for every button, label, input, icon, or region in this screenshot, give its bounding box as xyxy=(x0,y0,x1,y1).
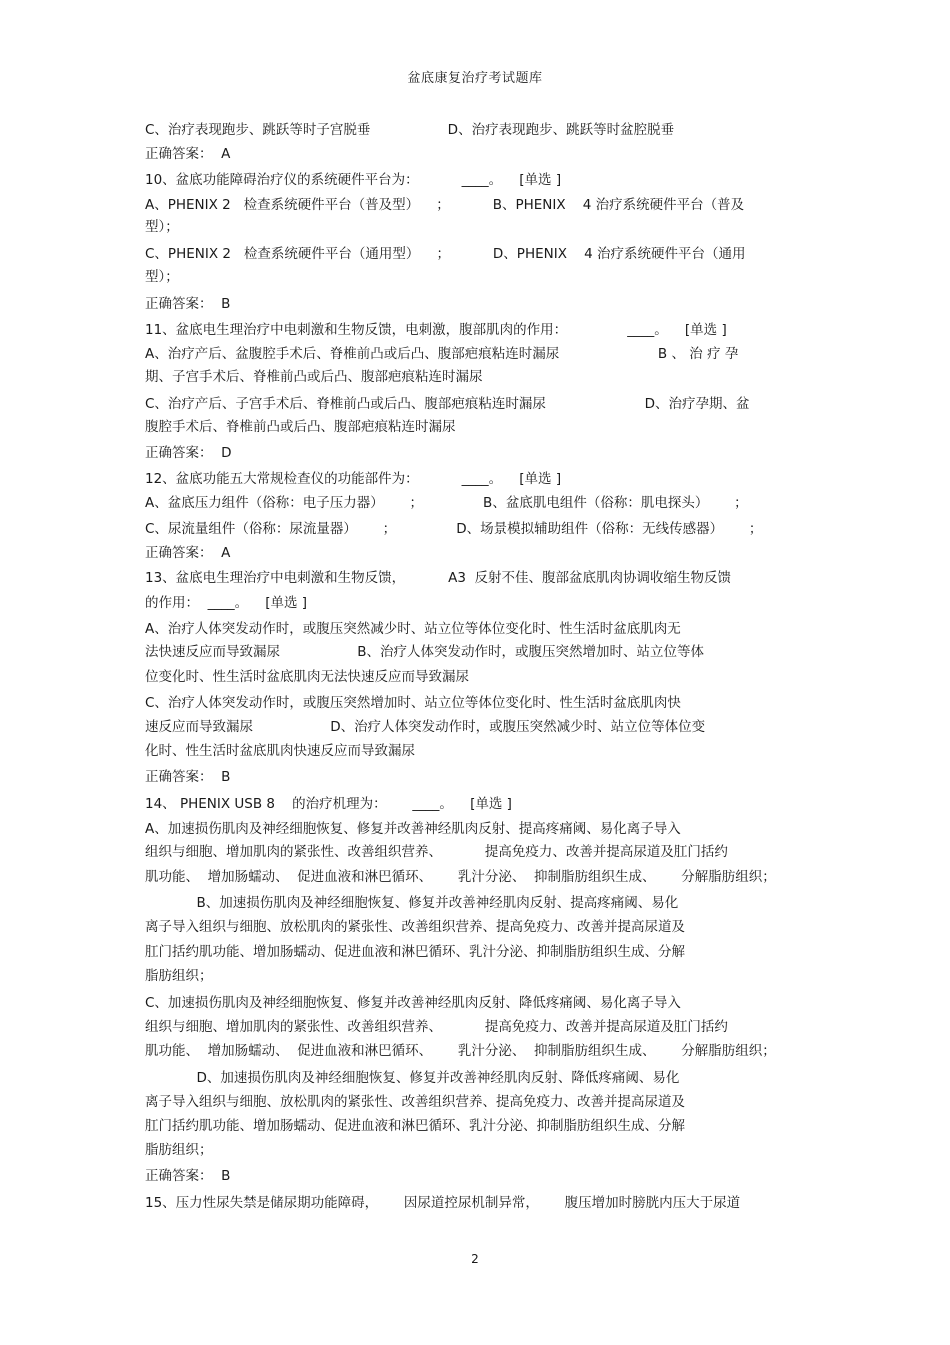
text-line: 型）； xyxy=(145,219,179,235)
text-line: 期、子宫手术后、脊椎前凸或后凸、腹部疤痕粘连时漏尿 xyxy=(145,369,483,385)
question-line: 10、盆底功能障碍治疗仪的系统硬件平台为： ____。 [单选 ] xyxy=(145,172,562,188)
text-line: 肌功能、 增加肠蠕动、 促进血液和淋巴循环、 乳汁分泌、 抑制脂肪组织生成、 分解脂肪组织； xyxy=(145,869,776,885)
option-line: C、治疗人体突发动作时，或腹压突然增加时、站立位等体位变化时、性生活时盆底肌肉快 xyxy=(145,695,681,711)
question-line: 11、盆底电生理治疗中电刺激和生物反馈，电刺激，腹部肌肉的作用： ____。 [单选 ] xyxy=(145,322,727,338)
option-line: C、加速损伤肌肉及神经细胞恢复、修复并改善神经肌肉反射、降低疼痛阈、易化离子导入 xyxy=(145,995,681,1011)
page-number: 2 xyxy=(471,1252,479,1266)
question-line: 12、盆底功能五大常规检查仪的功能部件为： ____。 [单选 ] xyxy=(145,471,562,487)
question-line: 13、盆底电生理治疗中电刺激和生物反馈， A3 反射不佳、腹部盆底肌肉协调收缩生物反馈 xyxy=(145,570,731,586)
option-line: B、加速损伤肌肉及神经细胞恢复、修复并改善神经肌肉反射、提高疼痛阈、易化 xyxy=(145,895,679,911)
question-line: 14、 PHENIX USB 8 的治疗机理为： ____。 [单选 ] xyxy=(145,796,512,812)
text-line: C、治疗表现跑步、跳跃等时子宫脱垂 D、治疗表现跑步、跳跃等时盆腔脱垂 xyxy=(145,122,675,138)
option-line: 速反应而导致漏尿 D、治疗人体突发动作时，或腹压突然减少时、站立位等体位变 xyxy=(145,719,706,735)
text-line: 离子导入组织与细胞、放松肌肉的紧张性、改善组织营养、提高免疫力、改善并提高尿道及 xyxy=(145,1094,685,1110)
text-line: 脂肪组织； xyxy=(145,968,213,984)
text-line: 腹腔手术后、脊椎前凸或后凸、腹部疤痕粘连时漏尿 xyxy=(145,419,456,435)
option-line: C、尿流量组件（俗称：尿流量器） ； D、场景模拟辅助组件（俗称：无线传感器） ； xyxy=(145,521,763,537)
option-line: D、加速损伤肌肉及神经细胞恢复、修复并改善神经肌肉反射、降低疼痛阈、易化 xyxy=(145,1070,680,1086)
page-header-title: 盆底康复治疗考试题库 xyxy=(407,71,543,86)
option-line: C、PHENIX 2 检查系统硬件平台（通用型） ； D、PHENIX 4 治疗系统硬件平台（通用 xyxy=(145,246,746,262)
answer-line: 正确答案： A xyxy=(145,545,231,561)
question-line: 15、压力性尿失禁是储尿期功能障碍， 因尿道控尿机制异常， 腹压增加时膀胱内压大于尿道 xyxy=(145,1195,741,1211)
text-line: 型）； xyxy=(145,269,179,285)
option-line: A、盆底压力组件（俗称：电子压力器） ； B、盆底肌电组件（俗称：肌电探头） ； xyxy=(145,495,748,511)
text-line: 组织与细胞、增加肌肉的紧张性、改善组织营养、 提高免疫力、改善并提高尿道及肛门括约 xyxy=(145,844,728,860)
answer-line: 正确答案： B xyxy=(145,1168,231,1184)
text-line: 位变化时、性生活时盆底肌肉无法快速反应而导致漏尿 xyxy=(145,669,469,685)
text-line: 脂肪组织； xyxy=(145,1142,213,1158)
option-line: A、治疗产后、盆腹腔手术后、脊椎前凸或后凸、腹部疤痕粘连时漏尿 B 、 治 疗 孕 xyxy=(145,346,739,362)
answer-line: 正确答案： D xyxy=(145,445,232,461)
text-line: 肛门括约肌功能、增加肠蠕动、促进血液和淋巴循环、乳汁分泌、抑制脂肪组织生成、分解 xyxy=(145,1118,685,1134)
answer-line: 正确答案： B xyxy=(145,296,231,312)
question-line: 的作用： ____。 [单选 ] xyxy=(145,595,308,611)
text-line: 肛门括约肌功能、增加肠蠕动、促进血液和淋巴循环、乳汁分泌、抑制脂肪组织生成、分解 xyxy=(145,944,685,960)
option-line: 法快速反应而导致漏尿 B、治疗人体突发动作时，或腹压突然增加时、站立位等体 xyxy=(145,644,705,660)
option-line: A、加速损伤肌肉及神经细胞恢复、修复并改善神经肌肉反射、提高疼痛阈、易化离子导入 xyxy=(145,821,681,837)
answer-line: 正确答案： A xyxy=(145,146,231,162)
answer-line: 正确答案： B xyxy=(145,769,231,785)
option-line: A、治疗人体突发动作时，或腹压突然减少时、站立位等体位变化时、性生活时盆底肌肉无 xyxy=(145,621,681,637)
option-line: A、PHENIX 2 检查系统硬件平台（普及型） ； B、PHENIX 4 治疗系统硬件平台（普及 xyxy=(145,197,745,213)
option-line: C、治疗产后、子宫手术后、脊椎前凸或后凸、腹部疤痕粘连时漏尿 D、治疗孕期、盆 xyxy=(145,396,750,412)
text-line: 离子导入组织与细胞、放松肌肉的紧张性、改善组织营养、提高免疫力、改善并提高尿道及 xyxy=(145,919,685,935)
text-line: 肌功能、 增加肠蠕动、 促进血液和淋巴循环、 乳汁分泌、 抑制脂肪组织生成、 分解脂肪组织； xyxy=(145,1043,776,1059)
text-line: 化时、性生活时盆底肌肉快速反应而导致漏尿 xyxy=(145,743,415,759)
text-line: 组织与细胞、增加肌肉的紧张性、改善组织营养、 提高免疫力、改善并提高尿道及肛门括约 xyxy=(145,1019,728,1035)
